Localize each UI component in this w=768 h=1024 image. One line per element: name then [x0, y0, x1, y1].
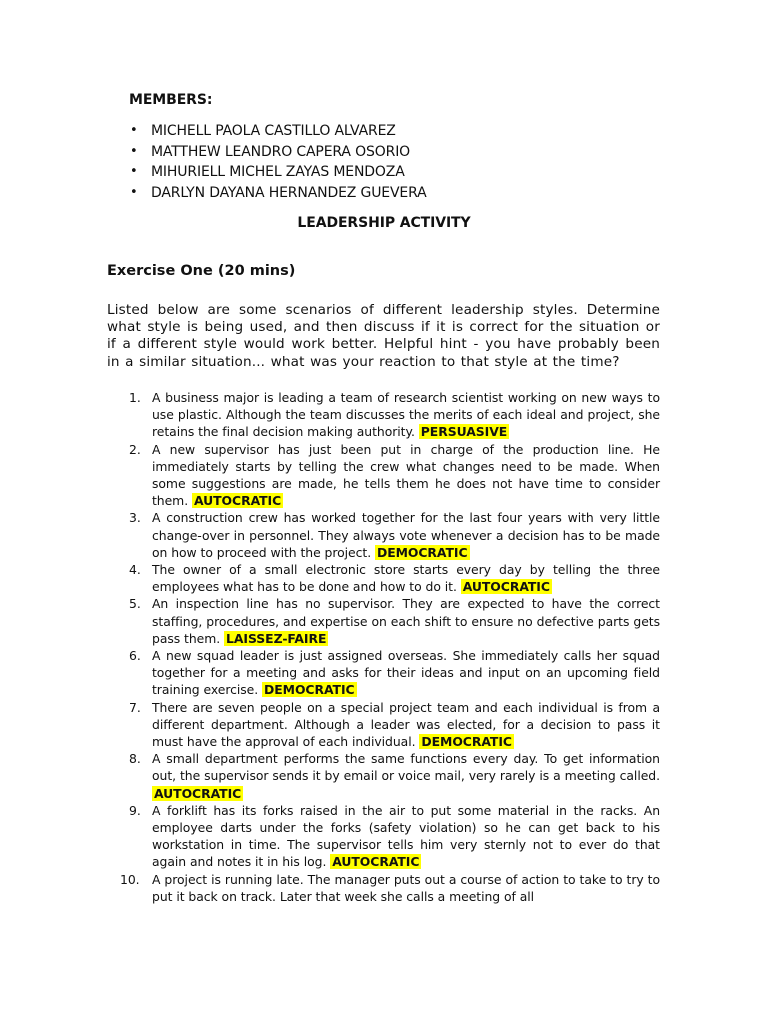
member-name: DARLYN DAYANA HERNANDEZ GUEVERA	[151, 185, 427, 202]
member-name: MATTHEW LEANDRO CAPERA OSORIO	[151, 143, 411, 160]
leadership-style-answer: DEMOCRATIC	[421, 734, 512, 750]
member-item	[129, 162, 427, 183]
scenario-number: 5.	[129, 596, 141, 612]
scenario-list	[107, 389, 660, 905]
exercise-title: Exercise One (20 mins)	[107, 263, 296, 279]
scenario-item	[107, 802, 660, 871]
scenario-number: 10.	[120, 871, 140, 887]
scenario-number: 2.	[129, 441, 141, 457]
scenario-text: There are seven people on a special project team and each individual is from a different department. Although a leader was elected, for a decision to pass it must have the approval of each individual.	[152, 699, 660, 750]
leadership-style-answer: LAISSEZ-FAIRE	[226, 630, 327, 646]
member-item	[129, 142, 427, 163]
scenario-item	[107, 871, 660, 905]
member-item	[129, 183, 427, 204]
leadership-style-answer: AUTOCRATIC	[193, 493, 282, 509]
scenario-number: 9.	[129, 802, 141, 818]
member-item	[129, 121, 427, 142]
leadership-style-answer: DEMOCRATIC	[264, 682, 355, 698]
member-name: MICHELL PAOLA CASTILLO ALVAREZ	[151, 123, 396, 139]
scenario-text: The owner of a small electronic store starts every day by telling the three employees what has to be done and how to do it.	[152, 562, 660, 595]
leadership-style-answer: PERSUASIVE	[420, 424, 508, 440]
leadership-style-answer: AUTOCRATIC	[462, 579, 550, 595]
scenario-number: 1.	[129, 390, 141, 405]
bullet-icon: •	[130, 185, 138, 201]
leadership-style-answer: DEMOCRATIC	[376, 544, 468, 560]
scenario-number: 4.	[129, 562, 141, 578]
scenario-item	[107, 750, 660, 802]
scenario-text: A business major is leading a team of research scientist working on new ways to use plastic. Although the team discusses the merits of each ideal and project, she retains the final decision making authority.	[152, 390, 660, 440]
activity-title: LEADERSHIP ACTIVITY	[297, 215, 471, 231]
member-name: MIHURIELL MICHEL ZAYAS MENDOZA	[151, 164, 405, 181]
exercise-intro: Listed below are some scenarios of different leadership styles. Determine what style is being used, and then discuss if it is correct for the situation or if a different style would work better. Helpful hint - you have probably been in a similar situation... what was your reaction to that style at the time?	[107, 302, 660, 370]
scenario-text: A project is running late. The manager puts out a course of action to take to try to put it back on track. Later that week she calls a meeting of all	[152, 871, 660, 904]
scenario-number: 8.	[129, 751, 141, 767]
scenario-item	[107, 389, 660, 441]
scenario-item	[107, 561, 660, 595]
scenario-item	[107, 441, 660, 510]
scenario-text: A forklift has its forks raised in the air to put some material in the racks. An employee darts under the forks (safety violation) so he can get back to his workstation in time. The supervisor tells him very sternly not to ever do that again and notes it in his log.	[152, 802, 660, 870]
scenario-number: 3.	[129, 510, 141, 526]
scenario-text: An inspection line has no supervisor. They are expected to have the correct staffing, procedures, and expertise on each shift to ensure no defective parts gets pass them.	[152, 596, 660, 646]
bullet-icon: •	[130, 143, 138, 159]
scenario-item	[107, 509, 660, 561]
scenario-item	[107, 647, 660, 699]
members-heading: MEMBERS:	[129, 92, 213, 108]
leadership-style-answer: AUTOCRATIC	[154, 785, 242, 801]
scenario-text: A small department performs the same functions every day. To get information out, the supervisor sends it by email or voice mail, very rarely is a meeting called.	[152, 751, 660, 784]
members-list	[129, 121, 427, 204]
leadership-style-answer: AUTOCRATIC	[332, 854, 420, 870]
scenario-text: A construction crew has worked together for the last four years with very little change-over in personnel. They always vote whenever a decision has to be made on how to proceed with the project.	[152, 510, 660, 560]
scenario-item	[107, 595, 660, 647]
scenario-text: A new supervisor has just been put in charge of the production line. He immediately starts by telling the crew what changes need to be made. When some suggestions are made, he tells them he does not have time to consider them.	[152, 441, 660, 509]
bullet-icon: •	[130, 123, 138, 138]
scenario-text: A new squad leader is just assigned overseas. She immediately calls her squad together for a meeting and asks for their ideas and input on an upcoming field training exercise.	[152, 648, 660, 698]
scenario-number: 7.	[129, 699, 141, 715]
bullet-icon: •	[130, 164, 138, 180]
scenario-item	[107, 699, 660, 751]
scenario-number: 6.	[129, 648, 141, 664]
